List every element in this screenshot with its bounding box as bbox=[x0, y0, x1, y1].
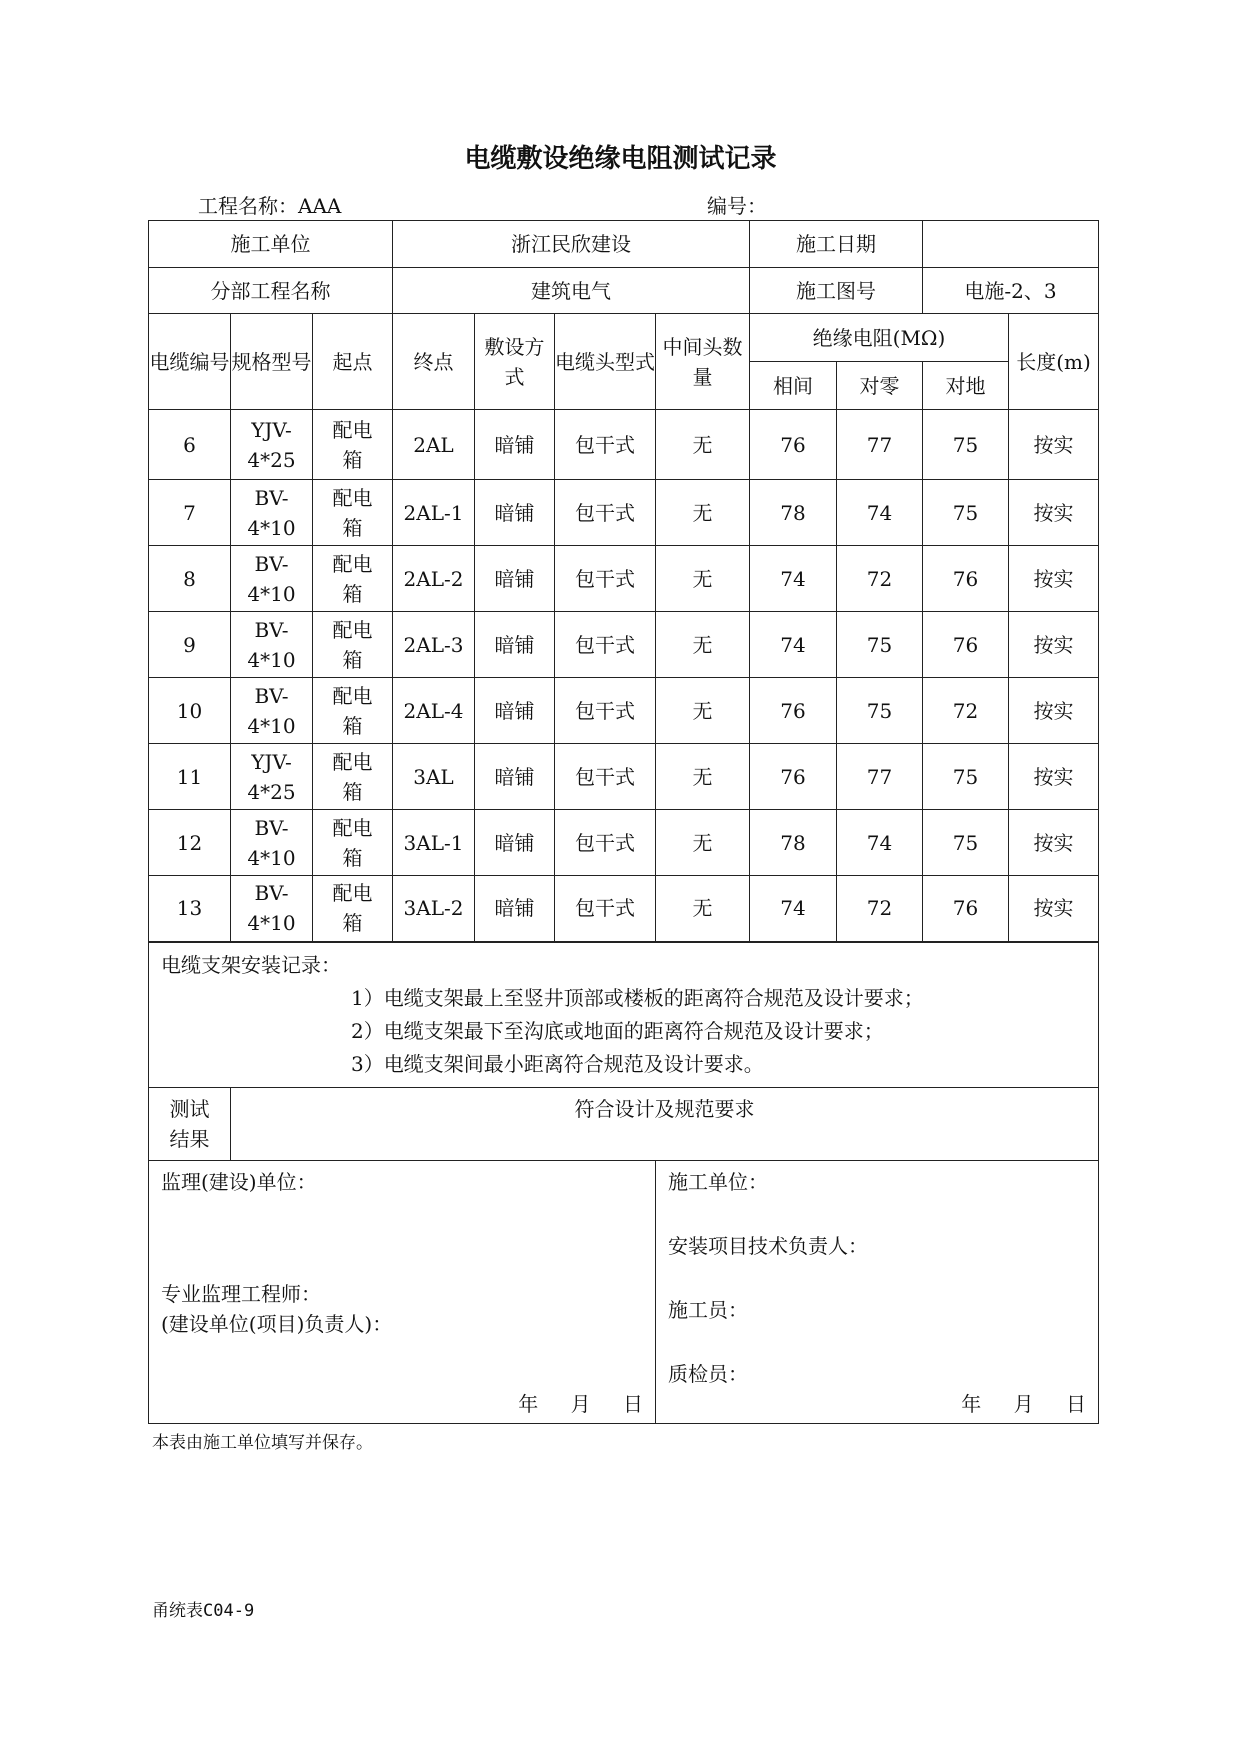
builder-signoff bbox=[656, 1160, 1099, 1423]
header-head: 电缆头型式 bbox=[555, 314, 656, 410]
cell-neutral: 74 bbox=[837, 810, 923, 876]
tech-lead: 安装项目技术负责人： bbox=[668, 1233, 868, 1258]
cell-start: 配电箱 bbox=[313, 876, 393, 942]
table-row bbox=[149, 546, 1099, 612]
bracket-notes bbox=[149, 942, 1099, 1088]
cell-ground: 76 bbox=[923, 612, 1009, 678]
table-row bbox=[149, 612, 1099, 678]
header-no: 电缆编号 bbox=[149, 314, 231, 410]
cell-neutral: 75 bbox=[837, 612, 923, 678]
cell-ground: 76 bbox=[923, 546, 1009, 612]
cell-length: 按实 bbox=[1009, 744, 1099, 810]
cell-no: 10 bbox=[149, 678, 231, 744]
cell-method: 暗铺 bbox=[475, 810, 555, 876]
cable-rows bbox=[149, 410, 1099, 942]
cell-spec: BV-4*10 bbox=[231, 480, 313, 546]
cell-neutral: 72 bbox=[837, 546, 923, 612]
cell-head: 包干式 bbox=[555, 876, 656, 942]
header-phase: 相间 bbox=[750, 362, 837, 410]
cell-ground: 76 bbox=[923, 876, 1009, 942]
cell-method: 暗铺 bbox=[475, 678, 555, 744]
supervisor-signoff bbox=[149, 1160, 656, 1423]
cell-length: 按实 bbox=[1009, 546, 1099, 612]
cell-spec: BV-4*10 bbox=[231, 546, 313, 612]
builder-unit: 施工单位： bbox=[668, 1169, 768, 1194]
drawing-value: 电施-2、3 bbox=[923, 268, 1099, 314]
footnote: 本表由施工单位填写并保存。 bbox=[152, 1433, 373, 1453]
cell-spec: BV-4*10 bbox=[231, 810, 313, 876]
cell-head: 包干式 bbox=[555, 678, 656, 744]
cell-head: 包干式 bbox=[555, 546, 656, 612]
cell-start: 配电箱 bbox=[313, 546, 393, 612]
cell-start: 配电箱 bbox=[313, 810, 393, 876]
cell-method: 暗铺 bbox=[475, 876, 555, 942]
cell-spec: BV-4*10 bbox=[231, 612, 313, 678]
worker: 施工员： bbox=[668, 1297, 748, 1322]
date-label: 施工日期 bbox=[750, 221, 923, 268]
cell-joints: 无 bbox=[656, 546, 750, 612]
cell-end: 2AL-4 bbox=[393, 678, 475, 744]
supervisor-unit: 监理(建设)单位： bbox=[161, 1169, 317, 1194]
project-name: 工程名称：AAA bbox=[198, 194, 342, 218]
cell-no: 6 bbox=[149, 410, 231, 480]
cell-method: 暗铺 bbox=[475, 480, 555, 546]
bracket-item: 1）电缆支架最上至竖井顶部或楼板的距离符合规范及设计要求； bbox=[351, 985, 924, 1010]
cell-length: 按实 bbox=[1009, 678, 1099, 744]
cell-ground: 75 bbox=[923, 810, 1009, 876]
cell-phase: 74 bbox=[750, 876, 837, 942]
cell-end: 3AL-2 bbox=[393, 876, 475, 942]
cell-joints: 无 bbox=[656, 810, 750, 876]
cell-phase: 76 bbox=[750, 678, 837, 744]
result-label: 测试结果 bbox=[149, 1087, 231, 1160]
page-title: 电缆敷设绝缘电阻测试记录 bbox=[464, 144, 777, 174]
supervisor-engineer: 专业监理工程师： bbox=[161, 1281, 321, 1306]
cell-phase: 78 bbox=[750, 480, 837, 546]
cell-ground: 72 bbox=[923, 678, 1009, 744]
cell-neutral: 74 bbox=[837, 480, 923, 546]
cell-length: 按实 bbox=[1009, 410, 1099, 480]
record-number: 编号： bbox=[707, 194, 767, 218]
cell-no: 8 bbox=[149, 546, 231, 612]
result-value: 符合设计及规范要求 bbox=[231, 1087, 1099, 1160]
unit-value: 浙江民欣建设 bbox=[393, 221, 750, 268]
cell-joints: 无 bbox=[656, 678, 750, 744]
record-table bbox=[148, 220, 1099, 1424]
bracket-label: 电缆支架安装记录： bbox=[161, 952, 341, 977]
header-length: 长度(m) bbox=[1009, 314, 1099, 410]
cell-no: 13 bbox=[149, 876, 231, 942]
cell-end: 2AL-1 bbox=[393, 480, 475, 546]
drawing-label: 施工图号 bbox=[750, 268, 923, 314]
cell-end: 2AL-3 bbox=[393, 612, 475, 678]
cell-phase: 76 bbox=[750, 410, 837, 480]
bracket-item: 3）电缆支架间最小距离符合规范及设计要求。 bbox=[351, 1051, 764, 1076]
cell-joints: 无 bbox=[656, 744, 750, 810]
cell-start: 配电箱 bbox=[313, 480, 393, 546]
form-number: 甬统表C04-9 bbox=[152, 1601, 255, 1621]
cell-length: 按实 bbox=[1009, 612, 1099, 678]
header-method: 敷设方式 bbox=[475, 314, 555, 410]
inspector: 质检员： bbox=[668, 1361, 748, 1386]
cell-head: 包干式 bbox=[555, 810, 656, 876]
cell-start: 配电箱 bbox=[313, 410, 393, 480]
header-joints: 中间头数量 bbox=[656, 314, 750, 410]
date-right: 年 月 日 bbox=[961, 1391, 1086, 1416]
cell-spec: YJV-4*25 bbox=[231, 744, 313, 810]
cell-joints: 无 bbox=[656, 876, 750, 942]
cell-method: 暗铺 bbox=[475, 546, 555, 612]
cell-length: 按实 bbox=[1009, 480, 1099, 546]
cell-phase: 74 bbox=[750, 546, 837, 612]
cell-no: 9 bbox=[149, 612, 231, 678]
cell-spec: BV-4*10 bbox=[231, 876, 313, 942]
cell-phase: 74 bbox=[750, 612, 837, 678]
cell-no: 7 bbox=[149, 480, 231, 546]
date-value bbox=[923, 221, 1099, 268]
header-spec: 规格型号 bbox=[231, 314, 313, 410]
header-insulation: 绝缘电阻(MΩ) bbox=[750, 314, 1009, 362]
table-row bbox=[149, 678, 1099, 744]
cell-end: 3AL bbox=[393, 744, 475, 810]
header-ground: 对地 bbox=[923, 362, 1009, 410]
cell-head: 包干式 bbox=[555, 612, 656, 678]
cell-end: 2AL-2 bbox=[393, 546, 475, 612]
cell-length: 按实 bbox=[1009, 876, 1099, 942]
header-neutral: 对零 bbox=[837, 362, 923, 410]
date-left: 年 月 日 bbox=[518, 1391, 643, 1416]
table-row bbox=[149, 876, 1099, 942]
cell-no: 12 bbox=[149, 810, 231, 876]
cell-no: 11 bbox=[149, 744, 231, 810]
unit-label: 施工单位 bbox=[149, 221, 393, 268]
cell-spec: YJV-4*25 bbox=[231, 410, 313, 480]
cell-joints: 无 bbox=[656, 480, 750, 546]
cell-end: 2AL bbox=[393, 410, 475, 480]
cell-method: 暗铺 bbox=[475, 410, 555, 480]
cell-neutral: 77 bbox=[837, 744, 923, 810]
cell-neutral: 75 bbox=[837, 678, 923, 744]
cell-spec: BV-4*10 bbox=[231, 678, 313, 744]
table-row bbox=[149, 744, 1099, 810]
sub-label: 分部工程名称 bbox=[149, 268, 393, 314]
cell-ground: 75 bbox=[923, 744, 1009, 810]
owner-representative: (建设单位(项目)负责人)： bbox=[161, 1311, 393, 1336]
cell-start: 配电箱 bbox=[313, 744, 393, 810]
cell-length: 按实 bbox=[1009, 810, 1099, 876]
cell-neutral: 72 bbox=[837, 876, 923, 942]
cell-joints: 无 bbox=[656, 612, 750, 678]
cell-neutral: 77 bbox=[837, 410, 923, 480]
header-start: 起点 bbox=[313, 314, 393, 410]
cell-method: 暗铺 bbox=[475, 612, 555, 678]
header-end: 终点 bbox=[393, 314, 475, 410]
cell-joints: 无 bbox=[656, 410, 750, 480]
cell-head: 包干式 bbox=[555, 410, 656, 480]
cell-phase: 78 bbox=[750, 810, 837, 876]
cell-head: 包干式 bbox=[555, 480, 656, 546]
cell-phase: 76 bbox=[750, 744, 837, 810]
bracket-item: 2）电缆支架最下至沟底或地面的距离符合规范及设计要求； bbox=[351, 1018, 884, 1043]
table-row bbox=[149, 410, 1099, 480]
cell-method: 暗铺 bbox=[475, 744, 555, 810]
table-row bbox=[149, 480, 1099, 546]
cell-ground: 75 bbox=[923, 480, 1009, 546]
table-row bbox=[149, 810, 1099, 876]
cell-start: 配电箱 bbox=[313, 612, 393, 678]
cell-end: 3AL-1 bbox=[393, 810, 475, 876]
cell-start: 配电箱 bbox=[313, 678, 393, 744]
cell-ground: 75 bbox=[923, 410, 1009, 480]
sub-value: 建筑电气 bbox=[393, 268, 750, 314]
cell-head: 包干式 bbox=[555, 744, 656, 810]
